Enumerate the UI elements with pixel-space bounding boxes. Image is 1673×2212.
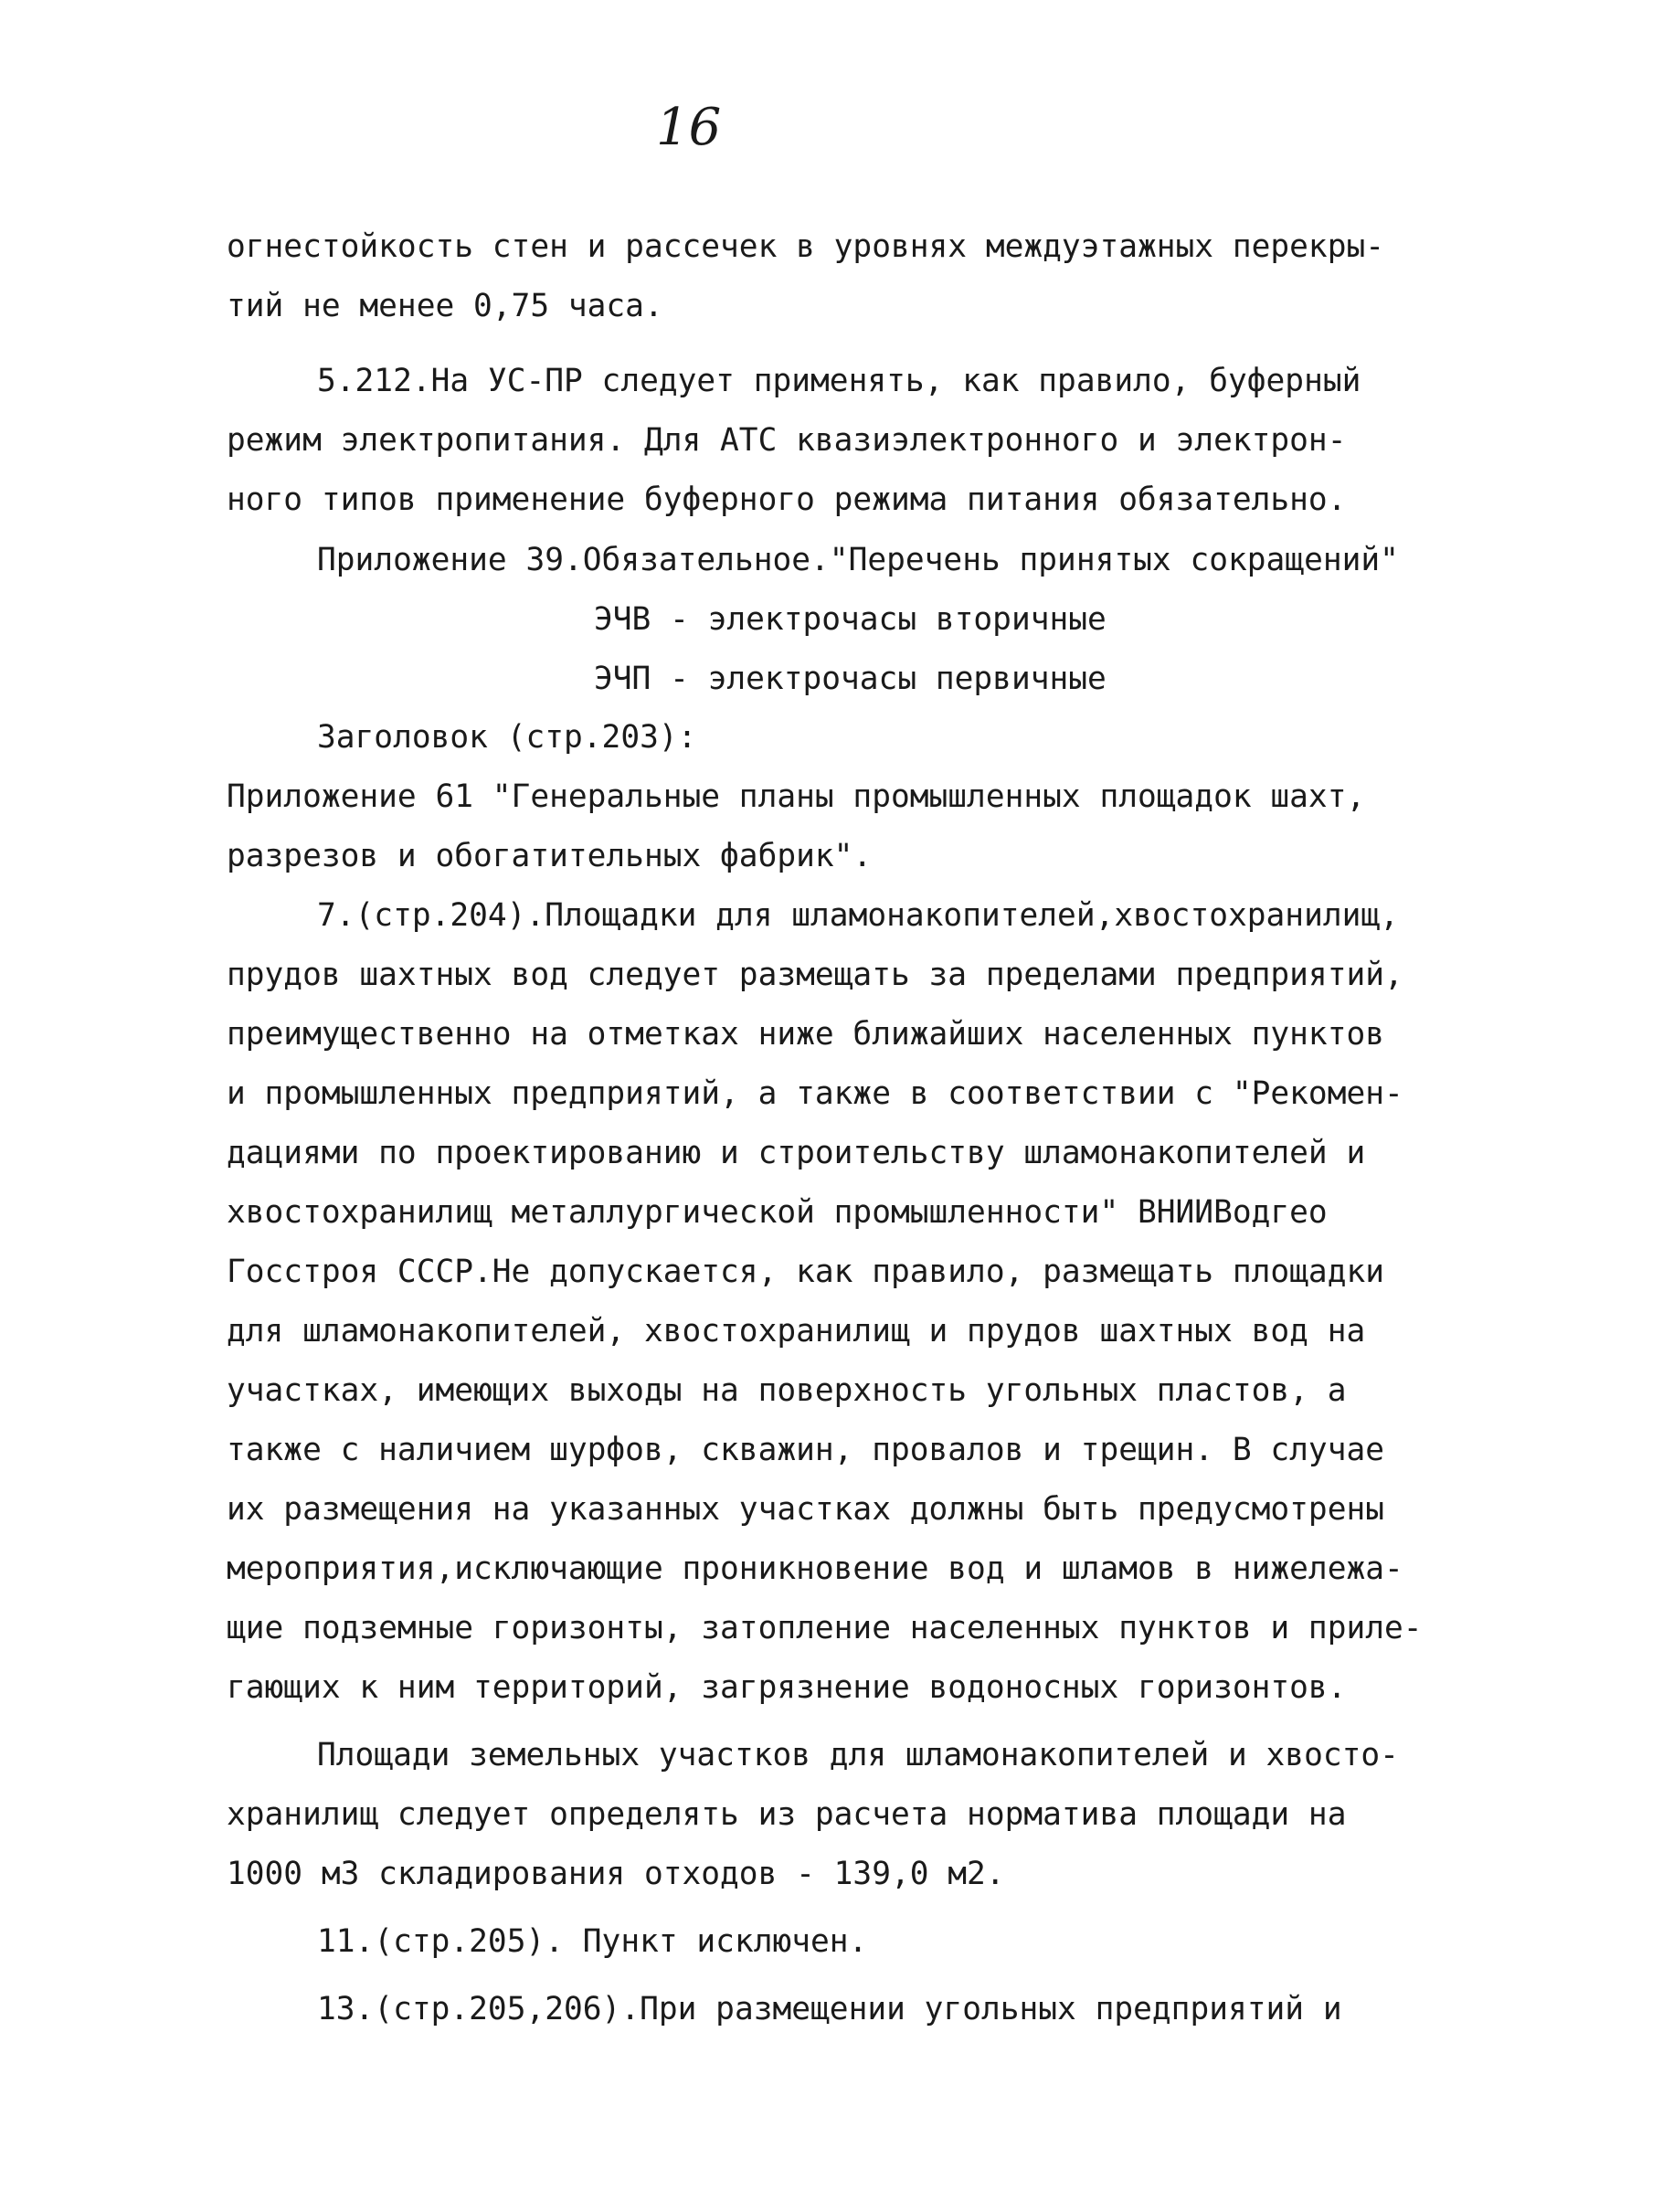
text-line-27: хранилищ следует определять из расчета норматива площади на <box>227 1796 1347 1833</box>
text-line-25: гающих к ним территорий, загрязнение водоносных горизонтов. <box>227 1669 1347 1706</box>
text-line-23: мероприятия,исключающие проникновение вод и шламов в нижележа- <box>227 1551 1403 1587</box>
text-line-16: дациями по проектированию и строительству шламонакопителей и <box>227 1135 1366 1171</box>
text-line-14: преимущественно на отметках ниже ближайших населенных пунктов <box>227 1016 1385 1053</box>
text-line-17: хвостохранилищ металлургической промышленности" ВНИИВодгео <box>227 1194 1328 1231</box>
text-line-15: и промышленных предприятий, а также в соответствии с "Рекомен- <box>227 1075 1403 1112</box>
page-number: 16 <box>656 98 722 157</box>
text-line-12: 7.(стр.204).Площадки для шламонакопителей,хвостохранилищ, <box>317 897 1399 934</box>
text-line-24: щие подземные горизонты, затопление населенных пунктов и приле- <box>227 1610 1423 1646</box>
text-line-20: участках, имеющих выходы на поверхность угольных пластов, а <box>227 1372 1347 1409</box>
text-line-10: Приложение 61 "Генеральные планы промышленных площадок шахт, <box>227 778 1366 815</box>
text-line-8: ЭЧП - электрочасы первичные <box>594 661 1107 697</box>
text-line-9: Заголовок (стр.203): <box>317 719 697 756</box>
text-line-18: Госстроя СССР.Не допускается, как правило, размещать площадки <box>227 1254 1385 1290</box>
text-line-26: Площади земельных участков для шламонакопителей и хвосто- <box>317 1737 1399 1773</box>
text-line-11: разрезов и обогатительных фабрик". <box>227 838 873 874</box>
text-line-1: огнестойкость стен и рассечек в уровнях междуэтажных перекры- <box>227 228 1385 265</box>
text-line-22: их размещения на указанных участках должны быть предусмотрены <box>227 1491 1385 1528</box>
text-line-30: 13.(стр.205,206).При размещении угольных предприятий и <box>317 1991 1342 2027</box>
text-line-5: ного типов применение буферного режима питания обязательно. <box>227 482 1347 518</box>
text-line-7: ЭЧВ - электрочасы вторичные <box>594 601 1107 638</box>
text-line-19: для шламонакопителей, хвостохранилищ и прудов шахтных вод на <box>227 1313 1366 1349</box>
text-line-13: прудов шахтных вод следует размещать за пределами предприятий, <box>227 957 1403 993</box>
text-line-21: также с наличием шурфов, скважин, провалов и трещин. В случае <box>227 1432 1385 1468</box>
text-line-4: режим электропитания. Для АТС квазиэлектронного и электрон- <box>227 422 1347 459</box>
text-line-6: Приложение 39.Обязательное."Перечень принятых сокращений" <box>317 542 1399 578</box>
text-line-2: тий не менее 0,75 часа. <box>227 288 663 324</box>
text-line-28: 1000 м3 складирования отходов - 139,0 м2. <box>227 1856 1005 1892</box>
text-line-29: 11.(стр.205). Пункт исключен. <box>317 1923 868 1960</box>
text-line-3: 5.212.На УС-ПР следует применять, как правило, буферный <box>317 363 1361 399</box>
